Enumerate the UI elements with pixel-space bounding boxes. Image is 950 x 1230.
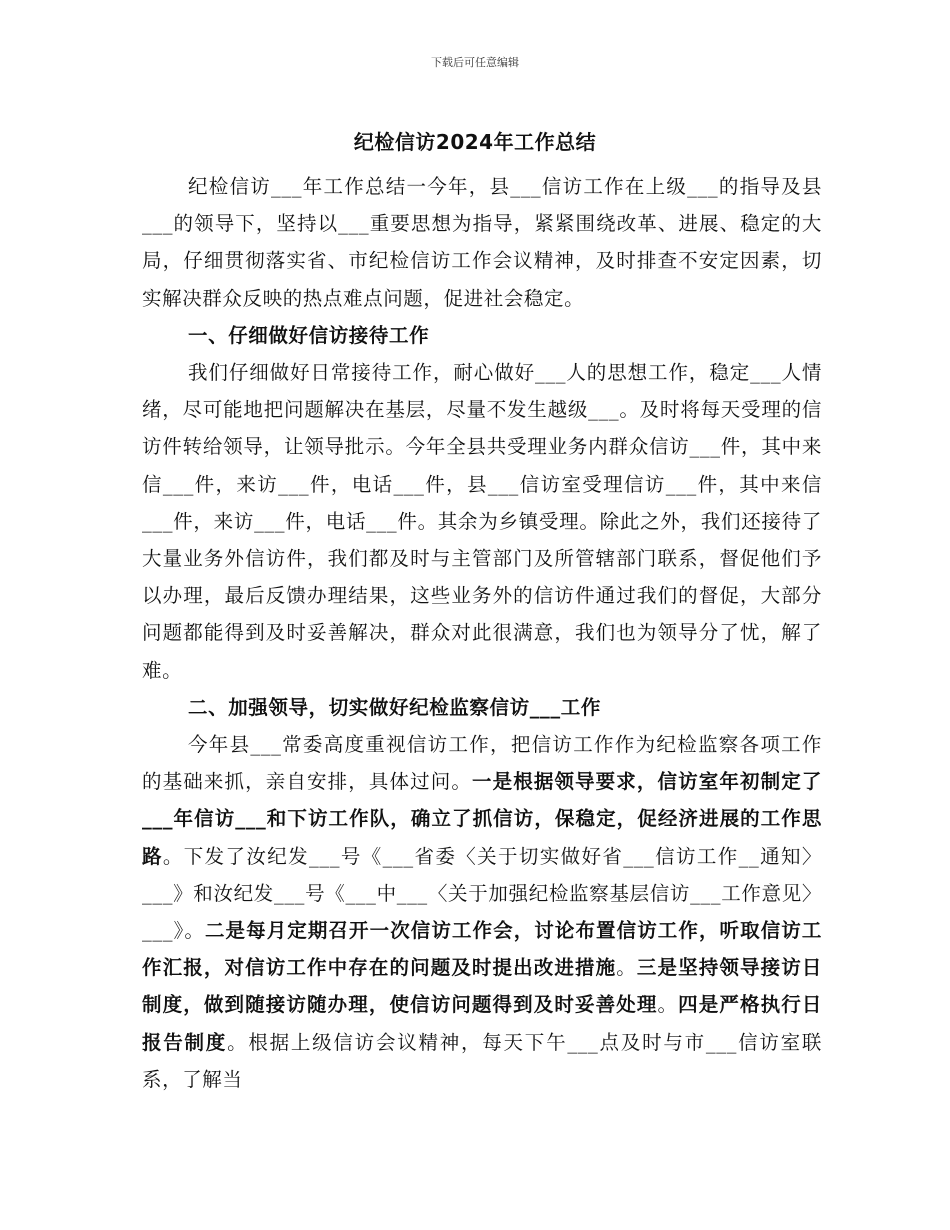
section-2-point-1: 一是根据领导要求，信访室年初制定了___年信访___和下访工作队，确立了抓信访，保稳定，促经济进展的工作思路	[142, 770, 822, 868]
section-2-point-3: 三是坚持领导接访日制度，做到随接访随办理，使信访问题得到及时妥善处理	[142, 956, 822, 1017]
section-2-text-3: 。	[616, 956, 637, 980]
section-2-point-2: 二是每月定期召开一次信访工作会，讨论布置信访工作，听取信访工作汇报，对信访工作中存在的问题及时提出改进措施	[142, 919, 822, 980]
section-2-paragraph	[142, 726, 822, 1098]
section-2-text-4: 。	[657, 993, 679, 1017]
document-body	[142, 168, 822, 1098]
header-note: 下载后可任意编辑	[431, 56, 519, 69]
document-title: 纪检信访2024年工作总结	[353, 130, 597, 154]
section-2-text-1: 今年县___常委高度重视信访工作，把信访工作作为纪检监察各项工作的基础来抓，亲自安排，具体过问。	[142, 733, 822, 794]
section-2-heading: 二、加强领导，切实做好纪检监察信访___工作	[188, 695, 601, 719]
section-2-text-5: 。根据上级信访会议精神，每天下午___点及时与市___信访室联系，了解当	[142, 1030, 822, 1091]
section-1-heading: 一、仔细做好信访接待工作	[188, 323, 430, 347]
section-1-paragraph: 我们仔细做好日常接待工作，耐心做好___人的思想工作，稳定___人情绪，尽可能地把问题解决在基层，尽量不发生越级___。及时将每天受理的信访件转给领导，让领导批示。今年全县共受理业务内群众信访___件，其中来信___件，来访___件，电话___件，县___信访室受理信访___件，其中来信___件，来访___件，电话___件。其余为乡镇受理。除此之外，我们还接待了大量业务外信访件，我们都及时与主管部门及所管辖部门联系，督促他们予以办理，最后反馈办理结果，这些业务外的信访件通过我们的督促，大部分问题都能得到及时妥善解决，群众对此很满意，我们也为领导分了忧，解了难。	[142, 361, 822, 682]
section-2-text-2: 。下发了汝纪发___号《___省委〈关于切实做好省___信访工作__通知〉___》和汝纪发___号《___中___〈关于加强纪检监察基层信访___工作意见〉___》。	[142, 844, 822, 943]
section-2-point-4: 四是严格执行日报告制度	[142, 993, 822, 1054]
intro-paragraph: 纪检信访___年工作总结一今年，县___信访工作在上级___的指导及县___的领导下，坚持以___重要思想为指导，紧紧围绕改革、进展、稳定的大局，仔细贯彻落实省、市纪检信访工作会议精神，及时排查不安定因素，切实解决群众反映的热点难点问题，促进社会稳定。	[142, 175, 822, 310]
